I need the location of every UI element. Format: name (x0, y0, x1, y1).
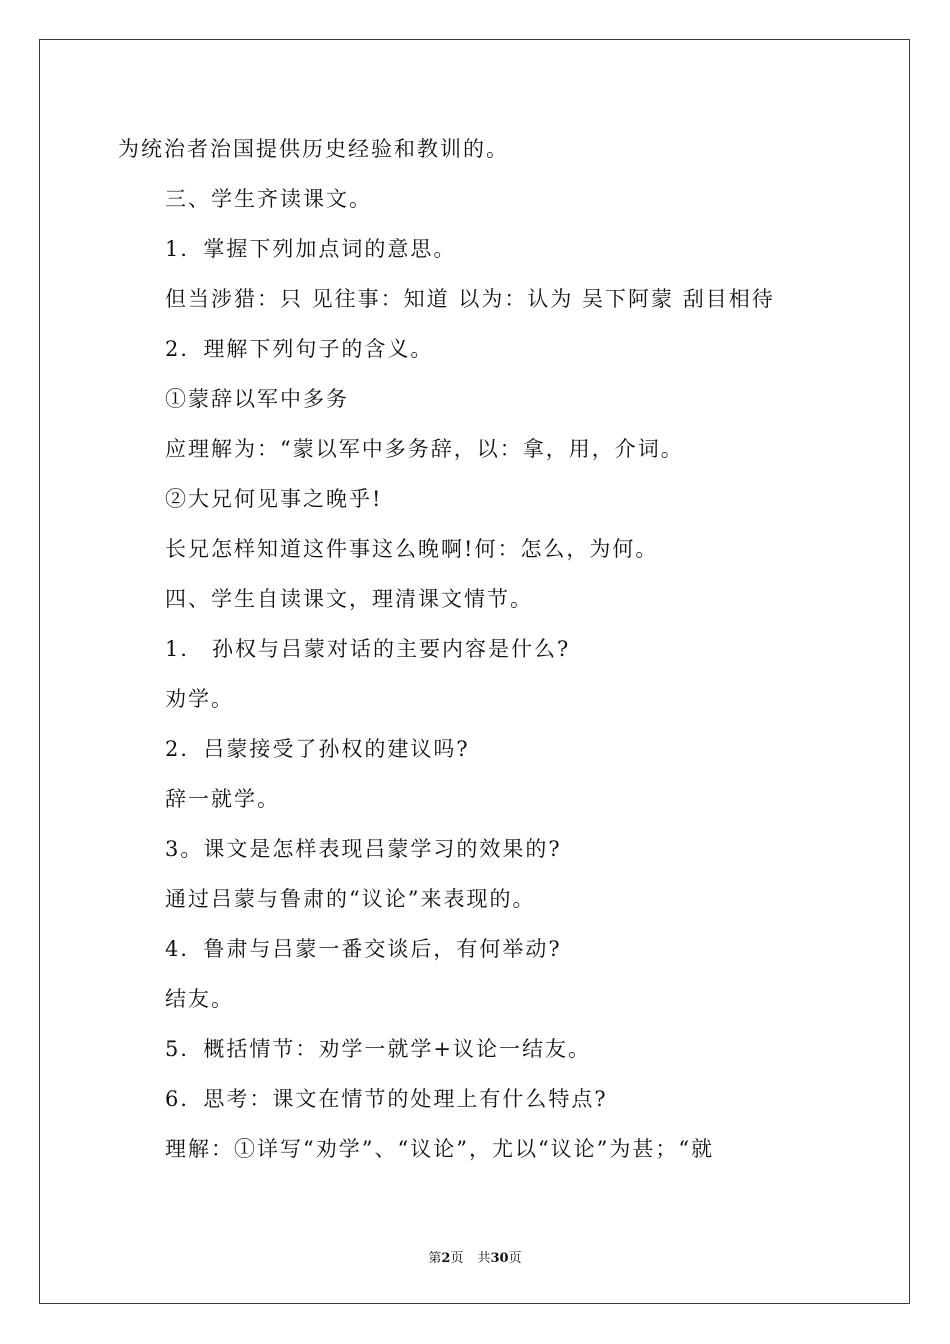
text-line: 劝学。 (165, 687, 234, 711)
section-heading: 三、学生齐读课文。 (165, 187, 372, 211)
page-border (39, 39, 910, 1304)
text-line: 4．鲁肃与吕蒙一番交谈后，有何举动? (165, 937, 562, 961)
text-line: 为统治者治国提供历史经验和教训的。 (118, 137, 509, 161)
section-heading: 四、学生自读课文，理清课文情节。 (165, 587, 533, 611)
page-footer (0, 1247, 950, 1266)
text-line: 2．吕蒙接受了孙权的建议吗? (165, 737, 470, 761)
text-line: 2．理解下列句子的含义。 (165, 337, 434, 361)
page-label-suffix: 页 (450, 1251, 464, 1266)
text-line: 1． 孙权与吕蒙对话的主要内容是什么? (165, 637, 571, 661)
text-line: 理解：①详写“劝学”、“议论”，尤以“议论”为甚；“就 (165, 1137, 715, 1161)
text-line: 6．思考：课文在情节的处理上有什么特点? (165, 1087, 608, 1111)
text-line: 应理解为：“蒙以军中多务辞，以：拿，用，介词。 (165, 437, 684, 461)
total-label-prefix: 共 (477, 1251, 491, 1266)
text-line: 辞一就学。 (165, 787, 280, 811)
text-line: 3。课文是怎样表现吕蒙学习的效果的? (165, 837, 562, 861)
total-pages: 30 (490, 1251, 509, 1266)
total-label-suffix: 页 (508, 1251, 522, 1266)
text-line: 通过吕蒙与鲁肃的“议论”来表现的。 (165, 887, 536, 911)
text-line: 结友。 (165, 987, 234, 1011)
text-line: ①蒙辞以军中多务 (165, 387, 349, 411)
text-line: 但当涉猎：只 见往事：知道 以为：认为 吴下阿蒙 刮目相待 (165, 287, 775, 311)
text-line: 长兄怎样知道这件事这么晚啊!何：怎么，为何。 (165, 537, 659, 561)
text-line: ②大兄何见事之晚乎! (165, 487, 383, 511)
page-number: 2 (441, 1251, 451, 1266)
text-line: 1．掌握下列加点词的意思。 (165, 237, 457, 261)
page-label-prefix: 第 (428, 1251, 442, 1266)
text-line: 5．概括情节：劝学一就学+议论一结友。 (165, 1037, 591, 1061)
